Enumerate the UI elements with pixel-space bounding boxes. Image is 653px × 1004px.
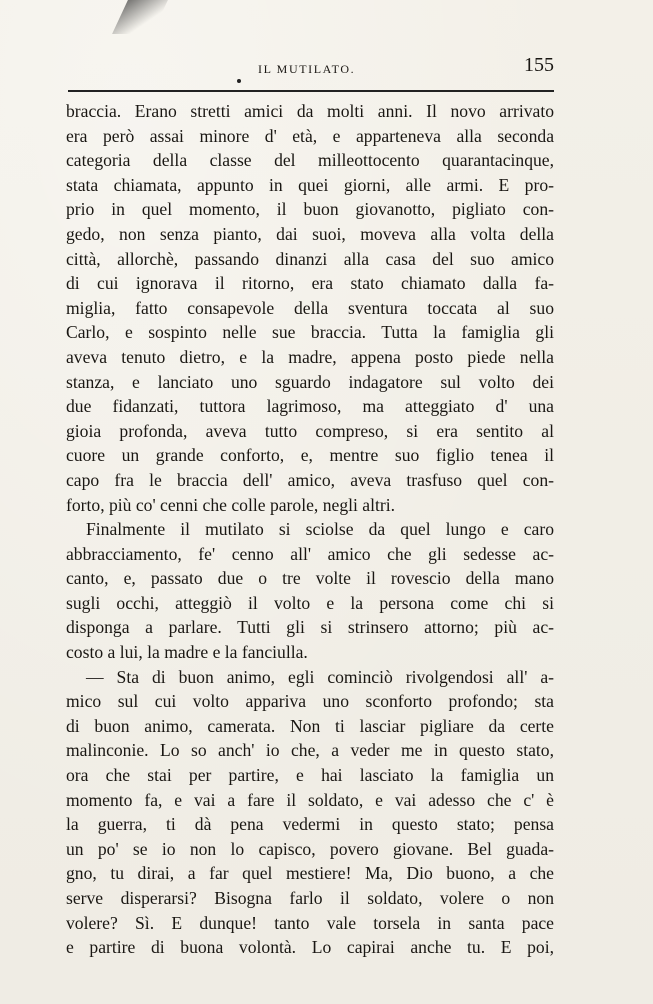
ink-smudge — [112, 0, 168, 34]
text-line: stata chiamata, appunto in quei giorni, alle armi. E pro- — [66, 174, 554, 195]
text-line: la guerra, ti dà pena vedermi in questo stato; pensa — [66, 814, 554, 835]
text-line: gno, tu dirai, a far quel mestiere! Ma, Dio buono, a che — [66, 863, 554, 884]
text-line: sugli occhi, atteggiò il volto e la persona come chi si — [66, 592, 554, 613]
text-line: capo fra le braccia dell' amico, aveva trasfuso quel con- — [66, 469, 554, 490]
text-line: abbracciamento, fe' cenno all' amico che gli sedesse ac- — [66, 543, 554, 564]
text-line: momento fa, e vai a fare il soldato, e vai adesso che c' è — [66, 789, 554, 810]
text-line: miglia, fatto consapevole della sventura toccata al suo — [66, 297, 554, 318]
text-line: ora che stai per partire, e hai lasciato la famiglia un — [66, 765, 554, 786]
text-line: canto, e, passato due o tre volte il rovescio della mano — [66, 568, 554, 589]
text-line: volere? Sì. E dunque! tanto vale torsela in santa pace — [66, 912, 554, 933]
page-number: 155 — [524, 54, 554, 76]
text-line: Carlo, e sospinto nelle sue braccia. Tutta la famiglia gli — [66, 322, 554, 343]
text-line: categoria della classe del milleottocento quarantacinque, — [66, 150, 554, 171]
text-line: stanza, e lanciato uno sguardo indagatore sul volto dei — [66, 371, 554, 392]
text-line: prio in quel momento, il buon giovanotto, pigliato con- — [66, 199, 554, 220]
text-line: disponga a parlare. Tutti gli si strinsero attorno; più ac- — [66, 617, 554, 638]
text-line: di buon animo, camerata. Non ti lasciar pigliare da certe — [66, 715, 554, 736]
text-line: di cui ignorava il ritorno, era stato chiamato dalla fa- — [66, 273, 554, 294]
text-line: un po' se io non lo capisco, povero giovane. Bel guada- — [66, 838, 554, 859]
text-line: mico sul cui volto appariva uno sconforto profondo; sta — [66, 691, 554, 712]
body-text — [66, 99, 554, 960]
running-title: IL MUTILATO. — [258, 62, 356, 76]
text-line: costo a lui, la madre e la fanciulla. — [66, 642, 308, 663]
text-line: braccia. Erano stretti amici da molti anni. Il novo arrivato — [66, 101, 554, 121]
text-line: malinconie. Lo so anch' io che, a veder me in questo stato, — [66, 740, 554, 761]
text-line: città, allorchè, passando dinanzi alla casa del suo amico — [66, 248, 554, 269]
text-line: gedo, non senza pianto, dai suoi, moveva alla volta della — [66, 223, 554, 244]
text-line: — Sta di buon animo, egli cominciò rivolgendosi all' a- — [86, 666, 554, 687]
text-line: due fidanzati, tuttora lagrimoso, ma atteggiato d' una — [66, 396, 554, 417]
text-line: Finalmente il mutilato si sciolse da quel lungo e caro — [86, 519, 554, 540]
text-line: era però assai minore d' età, e apparteneva alla seconda — [66, 125, 554, 146]
text-line: e partire di buona volontà. Lo capirai anche tu. E poi, — [66, 937, 554, 958]
header-rule — [68, 90, 554, 92]
text-line: serve disperarsi? Bisogna farlo il soldato, volere o non — [66, 888, 554, 908]
page-header — [66, 52, 554, 82]
ink-dot — [237, 79, 241, 83]
text-line: cuore un grande conforto, e, mentre suo figlio tenea il — [66, 445, 554, 466]
text-line: aveva tenuto dietro, e la madre, appena posto piede nella — [66, 346, 554, 367]
text-line: forto, più co' cenni che colle parole, negli altri. — [66, 494, 396, 515]
text-line: gioia profonda, aveva tutto compreso, si era sentito al — [66, 420, 554, 441]
